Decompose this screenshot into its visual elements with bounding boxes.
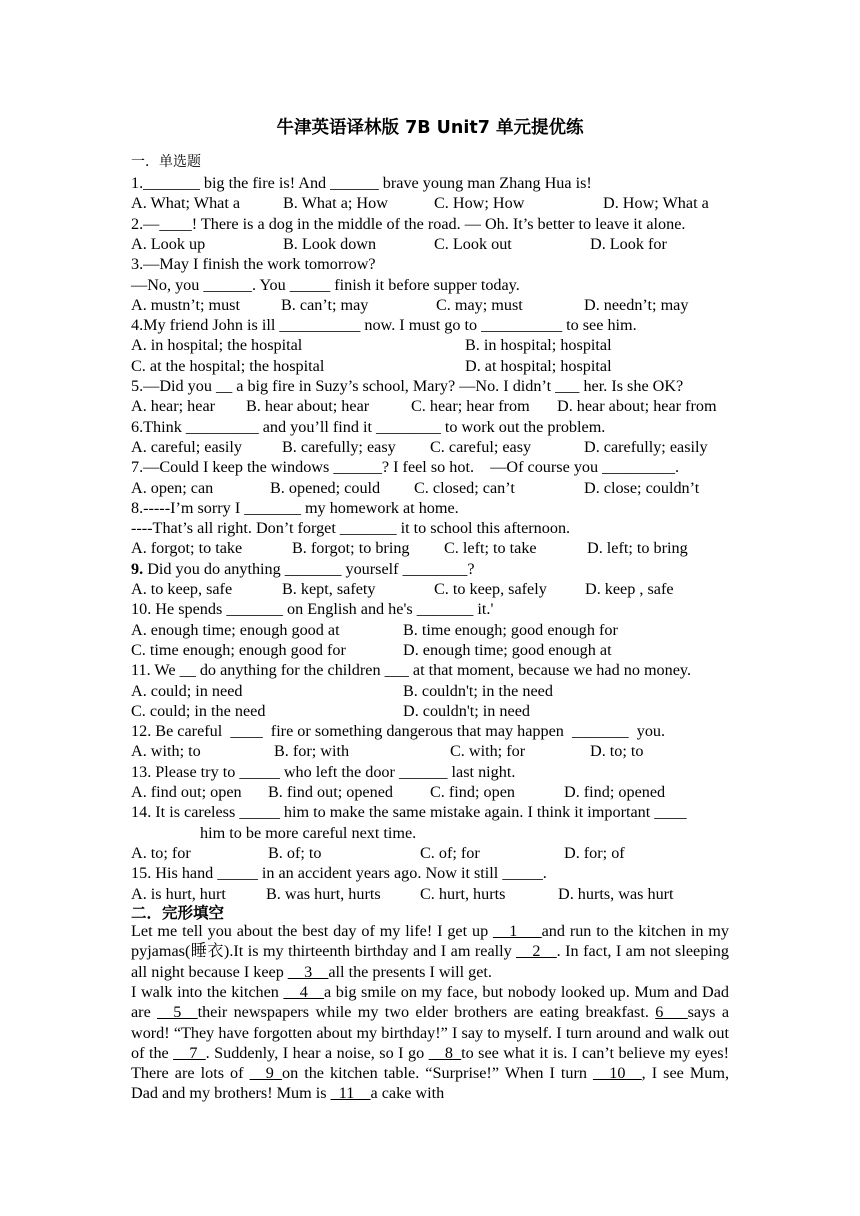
question-12-option: B. for; with xyxy=(274,742,350,761)
passage-text: Let me tell you about the best day of my life! I get up xyxy=(131,922,494,940)
question-12-option: D. to; to xyxy=(590,742,644,761)
question-12-option: C. with; for xyxy=(450,742,526,761)
question-9-stem: 9. Did you do anything _______ yourself ________? xyxy=(131,559,475,578)
question-15-option: A. is hurt, hurt xyxy=(131,884,226,903)
passage-text: , I see Mum, Dad and my brothers! Mum is xyxy=(131,1064,730,1103)
question-2-stem: 2.—____! There is a dog in the middle of the road. — Oh. It’s better to leave it alone. xyxy=(131,214,686,233)
passage-text: and run to the kitchen in my pyjamas(睡衣).It is my thirteenth birthday and I am really xyxy=(131,922,729,961)
question-2-option: C. Look out xyxy=(434,234,512,253)
passage-text: a cake with xyxy=(370,1084,445,1103)
question-7-option: B. opened; could xyxy=(270,478,381,497)
question-15-stem: 15. His hand _____ in an accident years ago. Now it still _____. xyxy=(131,864,547,883)
question-13-option: D. find; opened xyxy=(564,783,666,801)
question-3-stem: 3.—May I finish the work tomorrow? xyxy=(131,255,376,274)
question-5-stem: 5.—Did you __ a big fire in Suzy’s school, Mary? —No. I didn’t ___ her. Is she OK? xyxy=(131,377,684,395)
question-13-option: B. find out; opened xyxy=(268,783,393,801)
question-6-option: B. carefully; easy xyxy=(282,437,396,456)
blank: __1___ xyxy=(493,922,542,940)
passage-text: on the kitchen table. “Surprise!” When I turn xyxy=(281,1064,594,1083)
question-9-option: A. to keep, safe xyxy=(131,580,233,598)
question-5-option: D. hear about; hear from xyxy=(557,397,717,416)
blank: __5__ xyxy=(157,1003,198,1022)
question-7-stem: 7.—Could I keep the windows ______? I feel so hot. —Of course you _________. xyxy=(131,458,680,477)
passage-text: their newspapers while my two elder brothers are eating breakfast. xyxy=(197,1003,656,1022)
blank: __3__ xyxy=(287,962,329,981)
question-15-option: B. was hurt, hurts xyxy=(266,884,381,903)
question-6-option: C. careful; easy xyxy=(430,437,532,456)
blank: __10__ xyxy=(593,1064,642,1083)
question-3-option: A. mustn’t; must xyxy=(131,295,240,314)
question-11-option: B. couldn't; in the need xyxy=(403,681,553,700)
question-3-stem: —No, you ______. You _____ finish it before supper today. xyxy=(131,275,520,294)
question-1-option: D. How; What a xyxy=(603,194,709,213)
question-8-option: A. forgot; to take xyxy=(131,539,243,558)
passage-text: a big smile on my face, but nobody looked up. Mum and Dad are xyxy=(131,983,729,1022)
blank: __7_ xyxy=(173,1043,206,1062)
question-11-option: C. could; in the need xyxy=(131,701,266,720)
question-12-stem: 12. Be careful ____ fire or something dangerous that may happen _______ you. xyxy=(131,722,666,741)
question-2-option: D. Look for xyxy=(590,234,667,253)
question-3-option: D. needn’t; may xyxy=(584,295,689,314)
question-10-option: A. enough time; enough good at xyxy=(131,620,340,639)
question-5-option: A. hear; hear xyxy=(131,397,216,416)
blank: __2__ xyxy=(516,942,557,961)
question-8-option: D. left; to bring xyxy=(587,539,688,558)
question-14-option: B. of; to xyxy=(268,843,322,862)
question-4-stem: 4.My friend John is ill __________ now. I must go to __________ to see him. xyxy=(131,316,637,335)
question-13-stem: 13. Please try to _____ who left the door ______ last night. xyxy=(131,762,516,781)
question-13-option: C. find; open xyxy=(430,783,515,801)
section-heading-cloze: 二．完形填空 xyxy=(131,904,225,922)
passage-text: says a word! “They have forgotten about my birthday!” I say to myself. I turn around and walk out of the xyxy=(131,1003,730,1062)
question-1-option: A. What; What a xyxy=(131,194,241,213)
question-9-option: C. to keep, safely xyxy=(434,580,547,598)
question-4-option: C. at the hospital; the hospital xyxy=(131,356,325,375)
question-11-option: A. could; in need xyxy=(131,681,243,700)
passage-text: I walk into the kitchen xyxy=(131,983,284,1001)
blank: __8_ xyxy=(428,1043,462,1062)
passage-paragraph xyxy=(131,921,729,982)
question-8-option: B. forgot; to bring xyxy=(292,539,410,558)
question-14-option: C. of; for xyxy=(420,843,480,862)
question-6-stem: 6.Think _________ and you’ll find it ________ to work out the problem. xyxy=(131,417,606,436)
question-4-option: D. at hospital; hospital xyxy=(465,356,612,375)
question-3-option: B. can’t; may xyxy=(281,295,369,314)
passage-text: to see what it is. I can’t believe my eyes! There are lots of xyxy=(131,1043,729,1083)
question-7-option: D. close; couldn’t xyxy=(584,478,700,497)
question-10-option: C. time enough; enough good for xyxy=(131,640,346,659)
question-7-option: A. open; can xyxy=(131,478,214,497)
question-12-option: A. with; to xyxy=(131,742,201,761)
question-11-stem: 11. We __ do anything for the children ___ at that moment, because we had no money. xyxy=(131,661,692,680)
question-9-option: B. kept, safety xyxy=(282,580,376,598)
question-4-option: A. in hospital; the hospital xyxy=(131,336,303,355)
blank: __9_ xyxy=(249,1064,282,1083)
passage-text: all the presents I will get. xyxy=(328,962,492,981)
question-8-stem: 8.-----I’m sorry I _______ my homework at home. xyxy=(131,498,459,517)
question-15-option: D. hurts, was hurt xyxy=(558,884,674,903)
question-14-option: A. to; for xyxy=(131,843,191,862)
blank: 6___ xyxy=(655,1003,688,1022)
question-10-option: B. time enough; good enough for xyxy=(403,620,618,639)
question-13-option: A. find out; open xyxy=(131,783,242,801)
question-6-option: A. careful; easily xyxy=(131,437,243,456)
blank: _11__ xyxy=(330,1084,371,1103)
question-2-option: B. Look down xyxy=(283,234,377,253)
passage-paragraph xyxy=(131,982,729,1104)
question-2-option: A. Look up xyxy=(131,234,206,253)
question-15-option: C. hurt, hurts xyxy=(420,884,506,903)
question-9-option: D. keep , safe xyxy=(585,580,674,598)
page-title: 牛津英语译林版 7B Unit7 单元提优练 xyxy=(276,118,584,138)
question-14-stem: him to be more careful next time. xyxy=(200,823,417,842)
section-heading-single-choice: 一．单选题 xyxy=(131,154,201,170)
question-5-option: C. hear; hear from xyxy=(411,397,530,416)
question-11-option: D. couldn't; in need xyxy=(403,701,530,720)
question-3-option: C. may; must xyxy=(436,295,523,314)
passage-text: . In fact, I am not sleeping all night because I keep xyxy=(131,942,729,981)
question-4-option: B. in hospital; hospital xyxy=(465,336,612,355)
question-1-option: C. How; How xyxy=(434,194,525,213)
question-6-option: D. carefully; easily xyxy=(584,437,708,456)
blank: __4__ xyxy=(283,983,324,1001)
question-8-stem: ----That’s all right. Don’t forget _______ it to school this afternoon. xyxy=(131,519,571,538)
question-10-stem: 10. He spends _______ on English and he's _______ it.' xyxy=(131,600,494,619)
passage-text: . Suddenly, I hear a noise, so I go xyxy=(205,1043,429,1062)
question-1-option: B. What a; How xyxy=(283,194,388,213)
question-1-stem: 1._______ big the fire is! And ______ brave young man Zhang Hua is! xyxy=(131,174,592,192)
question-7-option: C. closed; can’t xyxy=(414,478,515,497)
question-14-stem: 14. It is careless _____ him to make the same mistake again. I think it important ____ xyxy=(131,803,687,822)
question-10-option: D. enough time; good enough at xyxy=(403,640,612,659)
question-14-option: D. for; of xyxy=(564,843,625,862)
question-8-option: C. left; to take xyxy=(444,539,537,558)
question-5-option: B. hear about; hear xyxy=(246,397,370,416)
